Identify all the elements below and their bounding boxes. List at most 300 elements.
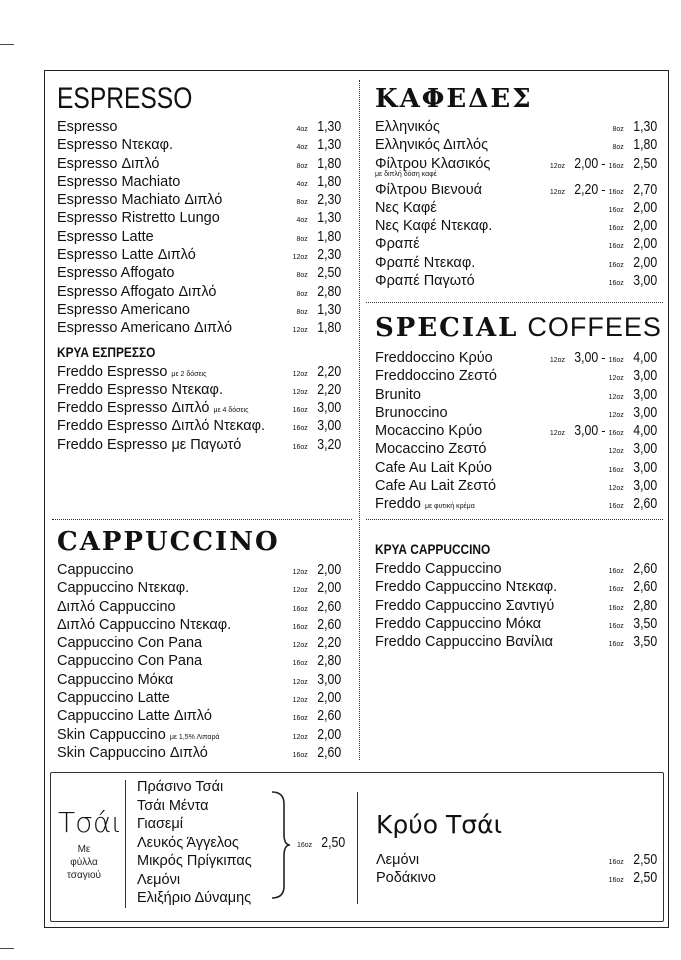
item-price (609, 495, 657, 516)
menu-item (57, 598, 341, 616)
price-value: 1,80 (317, 154, 341, 172)
price-value: 3,00 (633, 385, 657, 403)
price-value: 3,00 (317, 417, 341, 435)
size-label: 16oz (608, 604, 624, 612)
item-name (375, 272, 475, 290)
price-value: 2,50 (633, 851, 657, 868)
item-name (375, 181, 482, 199)
size-label: 12oz (549, 188, 566, 196)
item-name-text: Cafe Au Lait Κρύο (375, 459, 492, 476)
item-name-text: Espresso Affogato (57, 265, 175, 282)
menu-item (57, 191, 341, 209)
price-value: 1,80 (633, 136, 657, 154)
tea-subtitle-line: Με (77, 844, 91, 855)
size-label: 8oz (296, 290, 308, 298)
item-note: με 1,5% Λιπαρά (169, 733, 220, 741)
price-value: 2,00 (633, 253, 657, 271)
size-label: 16oz (608, 206, 624, 214)
menu-item (57, 319, 341, 337)
item-name (57, 155, 159, 173)
item-name (375, 615, 541, 633)
size-label: 12oz (292, 370, 308, 378)
item-price (550, 155, 657, 176)
tea-subtitle-line: τσαγιού (66, 870, 101, 881)
size-label: 16oz (608, 503, 624, 511)
menu-item (57, 283, 341, 301)
menu-item (376, 869, 657, 887)
menu-item (57, 264, 341, 282)
menu-item (375, 615, 657, 633)
price-value: 2,60 (317, 743, 341, 761)
item-name (375, 495, 475, 516)
item-note: με 4 δόσεις (213, 407, 249, 415)
item-name-text: Brunito (375, 386, 421, 403)
price-value: 2,00 (317, 579, 341, 597)
price-value: 3,00 (633, 272, 657, 290)
size-label: 8oz (296, 235, 308, 243)
item-name (57, 652, 202, 670)
price-value: 4,00 (633, 422, 657, 440)
price-separator: - (601, 155, 606, 171)
item-name-text: Νες Καφέ (375, 199, 437, 216)
cappuccino-title: CAPPUCCINO (57, 527, 280, 557)
menu-item (57, 436, 341, 454)
item-name-text: Cappuccino Latte Διπλό (57, 708, 212, 725)
size-label: 12oz (549, 357, 566, 364)
menu-item (375, 440, 657, 458)
item-name (376, 869, 436, 887)
item-price (609, 272, 657, 293)
size-label: 12oz (292, 678, 308, 686)
item-name-text: Freddo Espresso Ντεκαφ. (57, 381, 223, 398)
price-value: 3,20 (317, 435, 341, 453)
item-name (57, 283, 216, 301)
price-value: 2,00 (317, 725, 341, 743)
item-name-text: Mocaccino Ζεστό (375, 441, 487, 458)
price-value: 2,60 (633, 495, 657, 513)
tea-item: Λευκός Άγγελος (137, 834, 239, 851)
menu-item (57, 228, 341, 246)
item-name (57, 191, 222, 209)
menu-item (57, 726, 341, 744)
size-label: 16oz (608, 641, 624, 649)
price-value: 2,60 (317, 615, 341, 633)
size-label: 16oz (608, 586, 624, 594)
size-label: 12oz (292, 254, 308, 262)
menu-item (376, 851, 657, 869)
price-value: 2,50 (317, 264, 341, 282)
item-name-text: Espresso Διπλό (57, 155, 160, 172)
menu-item (57, 707, 341, 725)
item-name-text: Freddo (375, 496, 421, 513)
cappuccino-section (57, 525, 341, 762)
item-name-text: Freddoccino Κρύο (375, 350, 493, 366)
item-name (57, 381, 223, 399)
menu-item (57, 118, 341, 136)
menu-item (375, 235, 657, 253)
item-name (57, 671, 173, 689)
size-label: 16oz (608, 225, 624, 233)
size-label: 16oz (608, 877, 624, 885)
item-name-text: Freddo Espresso Διπλό (57, 400, 210, 417)
price-value: 1,80 (317, 319, 341, 337)
item-name-text: Espresso Latte Διπλό (57, 247, 196, 264)
cold-tea-divider (357, 792, 358, 904)
item-name (375, 235, 420, 253)
item-name (375, 199, 437, 217)
price-value: 1,30 (317, 300, 341, 318)
price-separator: - (601, 423, 606, 439)
espresso-section (57, 81, 341, 454)
item-price (609, 633, 657, 654)
price-value: 3,50 (633, 614, 657, 632)
item-price (293, 436, 341, 457)
item-name (57, 417, 265, 435)
item-name (375, 254, 475, 272)
menu-item (57, 744, 341, 762)
size-label: 16oz (292, 407, 308, 415)
price-value: 2,20 (574, 180, 599, 198)
price-value: 3,00 (633, 403, 657, 421)
item-name-text: Φραπέ (375, 236, 420, 253)
size-label: 8oz (296, 272, 308, 280)
item-name-text: Ελληνικός (375, 119, 440, 135)
right-section-divider-2 (366, 519, 663, 520)
item-name-text: Cappuccino Latte (57, 690, 170, 707)
price-value: 3,00 (633, 440, 657, 458)
price-value: 1,80 (317, 172, 341, 190)
menu-item (375, 181, 657, 199)
kafedes-section (375, 82, 657, 290)
price-value: 2,80 (317, 652, 341, 670)
price-value: 2,30 (317, 191, 341, 209)
item-name-text: Ροδάκινο (376, 870, 436, 887)
price-value: 3,00 (317, 399, 341, 417)
item-name-text: Freddo Espresso με Παγωτό (57, 436, 242, 453)
price-value: 2,60 (633, 560, 657, 577)
item-name-text: Φίλτρου Βιενουά (375, 181, 483, 198)
size-label: 12oz (292, 733, 308, 741)
tea-item: Πράσινο Τσάι (137, 779, 224, 795)
menu-item (57, 301, 341, 319)
item-name-text: Espresso Latte (57, 228, 154, 245)
menu-item (375, 422, 657, 440)
cold-cappuccino-list (375, 560, 657, 651)
size-label: 16oz (292, 623, 308, 631)
price-value: 2,50 (321, 834, 346, 851)
size-label: 16oz (608, 188, 624, 196)
item-name (375, 633, 553, 651)
item-name-text: Cappuccino Ντεκαφ. (57, 580, 190, 597)
item-name-text: Skin Cappuccino Διπλό (57, 744, 208, 761)
item-name-text: Espresso Ristretto Lungo (57, 210, 220, 227)
menu-item (375, 404, 657, 422)
size-label: 16oz (608, 859, 624, 866)
special-section (375, 309, 662, 514)
size-label: 16oz (292, 443, 308, 451)
item-name-text: Φραπέ Ντεκαφ. (375, 254, 476, 271)
column-divider (359, 80, 360, 760)
price-value: 1,80 (317, 227, 341, 245)
item-name-text: Φραπέ Παγωτό (375, 273, 475, 290)
menu-item (57, 634, 341, 652)
item-price (293, 319, 341, 340)
size-label: 16oz (608, 466, 624, 474)
menu-item (57, 381, 341, 399)
special-list (375, 349, 657, 514)
price-value: 2,80 (317, 282, 341, 300)
tea-price (297, 834, 345, 852)
espresso-list (57, 118, 341, 338)
menu-item (57, 689, 341, 707)
size-label: 12oz (292, 587, 308, 595)
size-label: 4oz (296, 144, 308, 152)
menu-item (375, 495, 657, 513)
menu-item (57, 209, 341, 227)
size-label: 8oz (296, 308, 308, 316)
size-label: 4oz (296, 126, 308, 133)
size-label: 12oz (608, 485, 624, 493)
item-name-text: Skin Cappuccino (57, 726, 166, 743)
item-name (375, 440, 486, 458)
menu-item (57, 399, 341, 417)
size-label: 16oz (608, 261, 624, 269)
menu-item (375, 459, 657, 477)
size-label: 16oz (292, 715, 308, 723)
price-value: 2,20 (317, 380, 341, 398)
menu-item (375, 578, 657, 596)
tea-divider (125, 780, 126, 908)
price-value: 2,50 (633, 869, 657, 887)
price-value: 2,00 (633, 217, 657, 235)
menu-item (57, 616, 341, 634)
size-label: 16oz (608, 243, 624, 251)
size-label: 8oz (296, 162, 308, 170)
price-value: 2,80 (633, 596, 657, 614)
special-title-b: COFFEES (527, 312, 662, 342)
price-value: 1,30 (633, 118, 657, 135)
menu-item (375, 560, 657, 578)
price-value: 1,30 (317, 118, 341, 135)
item-name (57, 209, 220, 227)
size-label: 16oz (608, 162, 624, 170)
size-label: 12oz (292, 388, 308, 396)
crop-mark-bottom (0, 948, 14, 949)
cold-cappuccino-title: ΚΡΥΑ CAPPUCCINO (375, 541, 491, 557)
item-name-text: Cappuccino Con Pana (57, 635, 203, 652)
item-name-text: Freddo Cappuccino Ντεκαφ. (375, 579, 558, 596)
menu-item (375, 217, 657, 235)
size-label: 12oz (608, 375, 624, 383)
item-name (57, 616, 231, 634)
menu-item (57, 155, 341, 173)
menu-item (57, 561, 341, 579)
item-name (375, 597, 554, 615)
item-name-text: Freddo Cappuccino Μόκα (375, 615, 542, 632)
item-name-text: Freddoccino Ζεστό (375, 368, 497, 385)
item-name (375, 422, 482, 440)
price-value: 3,00 (633, 458, 657, 476)
item-price (609, 869, 657, 890)
size-label: 16oz (608, 622, 624, 630)
price-value: 2,50 (633, 154, 657, 172)
item-name-text: Cappuccino (57, 562, 134, 578)
size-label: 12oz (292, 569, 308, 576)
size-label: 16oz (608, 280, 624, 288)
menu-item (375, 367, 657, 385)
item-name (375, 349, 493, 367)
item-name (375, 386, 421, 404)
price-value: 2,00 (574, 154, 599, 172)
tea-title: Τσάι (58, 806, 123, 839)
item-name (375, 136, 488, 154)
size-label: 12oz (608, 393, 624, 401)
tea-item: Τσάι Μέντα (137, 797, 209, 814)
tea-subtitle (56, 843, 112, 882)
item-name-text: Espresso Affogato Διπλό (57, 283, 217, 300)
size-label: 12oz (292, 697, 308, 705)
size-label: 16oz (608, 430, 624, 438)
item-name-text: Espresso (57, 119, 118, 135)
crop-mark-top (0, 44, 14, 45)
menu-item (57, 671, 341, 689)
item-name (375, 560, 502, 578)
size-label: 16oz (292, 605, 308, 613)
cold-tea-list (376, 851, 657, 888)
kafedes-list (375, 118, 657, 290)
cold-tea-title: Κρύο Τσάι (376, 810, 503, 839)
item-name (57, 264, 174, 282)
size-label: 12oz (608, 411, 624, 419)
menu-item (375, 349, 657, 367)
menu-item (375, 155, 657, 181)
menu-item (375, 386, 657, 404)
item-name (57, 436, 241, 454)
item-price (293, 744, 341, 765)
item-name (375, 477, 496, 495)
menu-item (375, 118, 657, 136)
item-name (57, 744, 208, 762)
price-value: 2,00 (317, 561, 341, 578)
item-name-text: Διπλό Cappuccino Ντεκαφ. (57, 616, 232, 633)
item-name (57, 136, 173, 154)
menu-item (375, 136, 657, 154)
item-name-text: Ελληνικός Διπλός (375, 137, 489, 154)
item-name-text: Freddo Cappuccino Βανίλια (375, 634, 553, 651)
menu-item (375, 272, 657, 290)
size-label: 16oz (608, 357, 624, 364)
item-name (57, 689, 170, 707)
menu-item (57, 363, 341, 381)
item-name (57, 301, 190, 319)
item-name-text: Espresso Americano (57, 301, 190, 318)
item-name-text: Freddo Espresso (57, 363, 168, 380)
price-value: 1,30 (317, 136, 341, 154)
menu-item (375, 199, 657, 217)
left-section-divider (52, 519, 352, 520)
menu-item (57, 652, 341, 670)
item-name (57, 173, 180, 191)
item-name-text: Λεμόνι (376, 852, 420, 868)
special-title (375, 309, 662, 345)
price-value: 3,00 (574, 422, 599, 440)
menu-item (57, 579, 341, 597)
price-value: 1,30 (317, 209, 341, 227)
item-name-text: Freddo Cappuccino (375, 561, 502, 577)
cold-cappuccino-section (375, 538, 657, 651)
item-name (57, 579, 189, 597)
size-label: 12oz (292, 642, 308, 650)
cold-espresso-title: ΚΡΥΑ ΕΣΠΡΕΣΣΟ (57, 343, 156, 360)
menu-item (375, 477, 657, 495)
price-value: 3,00 (633, 477, 657, 495)
menu-item (57, 136, 341, 154)
item-name-text: Freddo Cappuccino Σαντιγύ (375, 597, 555, 614)
item-name (57, 118, 117, 136)
price-value: 2,60 (633, 578, 657, 596)
price-value: 2,20 (317, 362, 341, 380)
cold-espresso-list (57, 363, 341, 454)
item-name (57, 707, 212, 725)
price-value: 2,00 (317, 689, 341, 707)
item-name-text: Φίλτρου Κλασικός (375, 155, 491, 172)
price-value: 3,00 (574, 349, 599, 366)
size-label: 8oz (612, 126, 624, 133)
item-name-text: Mocaccino Κρύο (375, 423, 483, 440)
item-name (375, 459, 492, 477)
price-value: 3,50 (633, 633, 657, 651)
item-name (57, 561, 134, 579)
tea-item: Γιασεμί (137, 816, 183, 832)
size-label: 16oz (608, 568, 624, 575)
item-name (375, 367, 497, 385)
size-label: 12oz (292, 327, 308, 335)
size-label: 4oz (296, 180, 308, 188)
price-value: 3,00 (633, 367, 657, 385)
item-name-text: Διπλό Cappuccino (57, 598, 176, 615)
menu-item (57, 173, 341, 191)
size-label: 16oz (292, 660, 308, 668)
size-label: 12oz (549, 430, 566, 438)
item-name (375, 155, 490, 179)
price-value: 2,70 (633, 180, 657, 198)
item-name (375, 404, 448, 422)
item-name (57, 228, 154, 246)
size-label: 12oz (608, 448, 624, 456)
item-name (57, 634, 202, 652)
price-separator: - (601, 350, 606, 365)
tea-item: Ελιξήριο Δύναμης (137, 890, 252, 906)
curly-brace-icon (270, 790, 292, 900)
item-name-text: Brunoccino (375, 404, 448, 421)
item-name (375, 217, 492, 235)
tea-list (137, 778, 252, 908)
item-name (376, 851, 419, 869)
cappuccino-list (57, 561, 341, 762)
size-label: 8oz (612, 144, 624, 152)
item-name-text: Cafe Au Lait Ζεστό (375, 478, 497, 495)
price-value: 4,00 (633, 349, 657, 366)
price-value: 2,60 (317, 707, 341, 725)
size-label: 8oz (296, 199, 308, 207)
item-name (57, 246, 196, 264)
right-section-divider-1 (366, 302, 663, 303)
item-note: με διπλή δόση καφέ (375, 170, 437, 178)
price-value: 2,20 (317, 634, 341, 652)
price-value: 2,60 (317, 597, 341, 615)
menu-item (57, 246, 341, 264)
tea-item: Λεμόνι (137, 871, 181, 888)
